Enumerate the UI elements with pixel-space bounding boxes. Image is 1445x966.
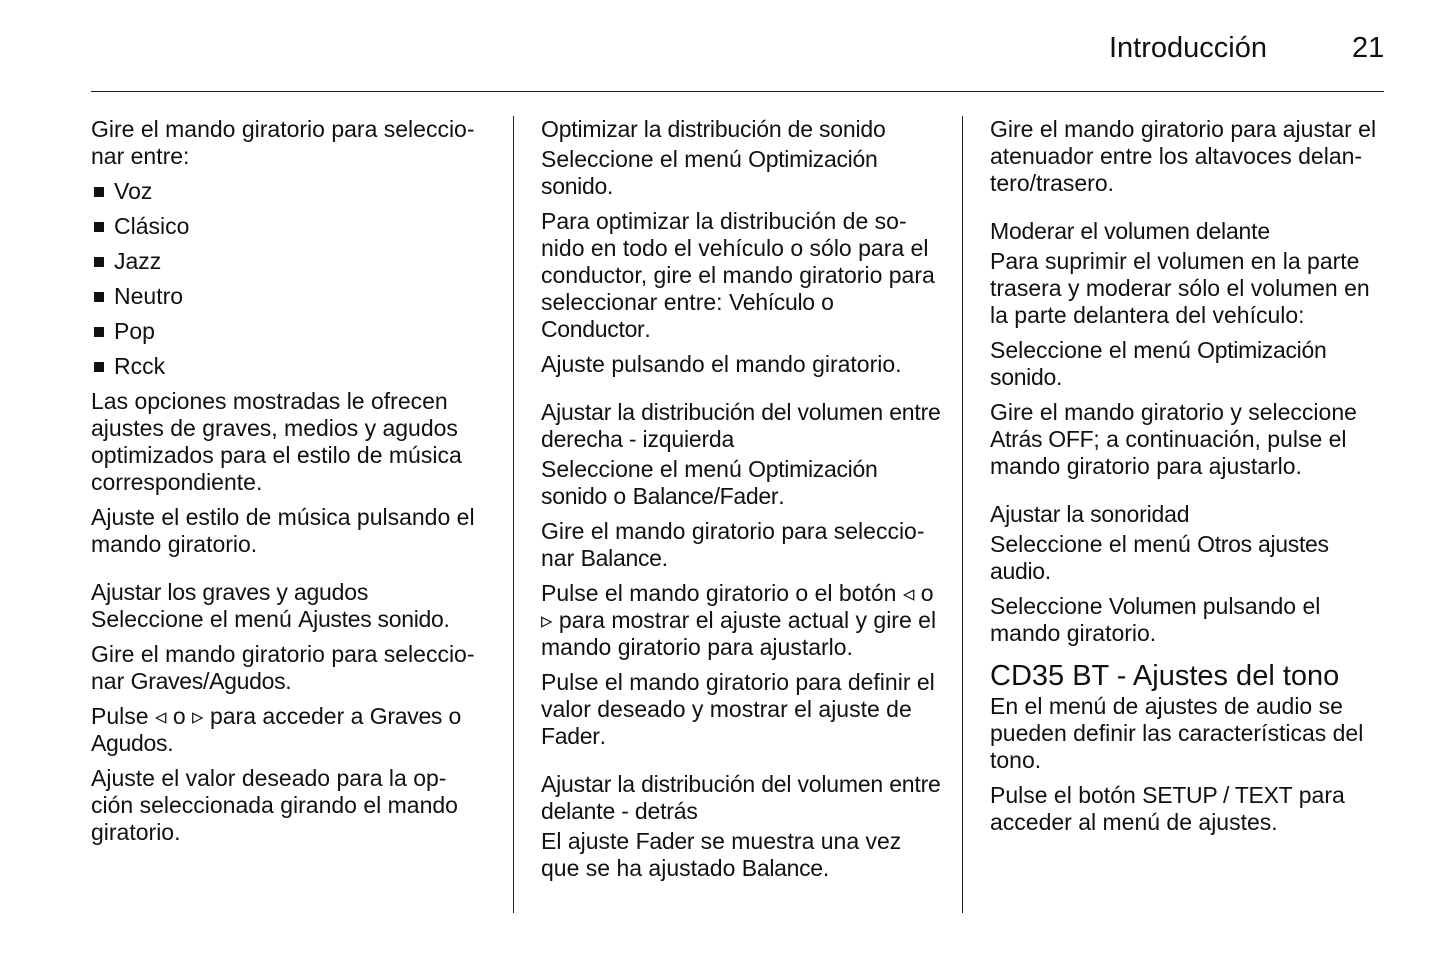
section-heading: Moderar el volumen delante (990, 218, 1270, 244)
paragraph: Gire el mando giratorio para seleccio- nar Graves/Agudos. (91, 641, 475, 694)
paragraph: El ajuste Fader se muestra una vez que se ha ajustado Balance. (541, 828, 902, 881)
paragraph: Seleccione Volumen pulsando el mando giratorio. (990, 593, 1321, 646)
column-divider (962, 116, 963, 913)
list-item: Neutro (91, 283, 491, 310)
paragraph: Seleccione el menú Optimización sonido. (990, 337, 1327, 390)
list-item: Clásico (91, 213, 491, 240)
paragraph: Para optimizar la distribución de so- nido en todo el vehículo o sólo para el conductor, gire el mando giratorio para seleccionar entre: Vehículo o Conductor. (541, 208, 935, 342)
list-item: Rcck (91, 353, 491, 380)
intro-paragraph: Gire el mando giratorio para seleccio- nar entre: (91, 116, 475, 169)
paragraph: Gire el mando giratorio y seleccione Atrás OFF; a continuación, pulse el mando giratorio para ajustarlo. (990, 399, 1357, 479)
section-heading: Ajustar la sonoridad (990, 501, 1190, 527)
paragraph: Seleccione el menú Otros ajustes audio. (990, 531, 1329, 584)
paragraph: Seleccione el menú Optimización sonido. (541, 146, 878, 199)
sound-style-list (91, 178, 491, 380)
paragraph: Gire el mando giratorio para ajustar el atenuador entre los altavoces delan- tero/trasero. (990, 116, 1377, 196)
list-item: Jazz (91, 248, 491, 275)
bullet-square-icon (94, 187, 104, 197)
paragraph: Gire el mando giratorio para seleccio- nar Balance. (541, 518, 925, 571)
paragraph: Ajuste el estilo de música pulsando el mando giratorio. (91, 504, 475, 557)
bullet-square-icon (94, 222, 104, 232)
paragraph: Ajuste pulsando el mando giratorio. (541, 351, 902, 377)
list-item: Voz (91, 178, 491, 205)
column-1 (91, 116, 491, 854)
paragraph: En el menú de ajustes de audio se pueden definir las características del tono. (990, 693, 1364, 773)
page-number: 21 (1352, 32, 1385, 64)
paragraph: Ajuste el valor deseado para la op- ción seleccionada girando el mando giratorio. (91, 765, 458, 845)
column-3 (990, 116, 1390, 844)
major-heading: CD35 BT - Ajustes del tono (990, 660, 1340, 692)
section-heading: Ajustar la distribución del volumen entre derecha - izquierda (541, 399, 941, 452)
bullet-square-icon (94, 327, 104, 337)
paragraph: Pulse ◃ o ▹ para acceder a Graves o Agudos. (91, 703, 462, 756)
paragraph: Seleccione el menú Optimización sonido o Balance/Fader. (541, 456, 878, 509)
paragraph: Las opciones mostradas le ofrecen ajustes de graves, medios y agudos optimizados para el estilo de música correspondiente. (91, 388, 462, 495)
column-2 (541, 116, 941, 890)
paragraph: Pulse el mando giratorio para definir el valor deseado y mostrar el ajuste de Fader. (541, 669, 935, 749)
paragraph: Para suprimir el volumen en la parte trasera y moderar sólo el volumen en la parte delantera del vehículo: (990, 248, 1370, 328)
header-rule (91, 91, 1384, 92)
section-heading: Optimizar la distribución de sonido (541, 116, 886, 142)
bullet-square-icon (94, 362, 104, 372)
paragraph: Pulse el botón SETUP / TEXT para acceder al menú de ajustes. (990, 782, 1345, 835)
paragraph: Pulse el mando giratorio o el botón ◃ o ▹ para mostrar el ajuste actual y gire el mando giratorio para ajustarlo. (541, 580, 937, 660)
bullet-square-icon (94, 257, 104, 267)
bullet-square-icon (94, 292, 104, 302)
page-header-title: Introducción (1109, 32, 1267, 64)
section-heading: Ajustar la distribución del volumen entre delante - detrás (541, 771, 941, 824)
paragraph: Seleccione el menú Ajustes sonido. (91, 606, 450, 632)
section-heading: Ajustar los graves y agudos (91, 579, 369, 605)
column-divider (513, 116, 514, 913)
list-item: Pop (91, 318, 491, 345)
